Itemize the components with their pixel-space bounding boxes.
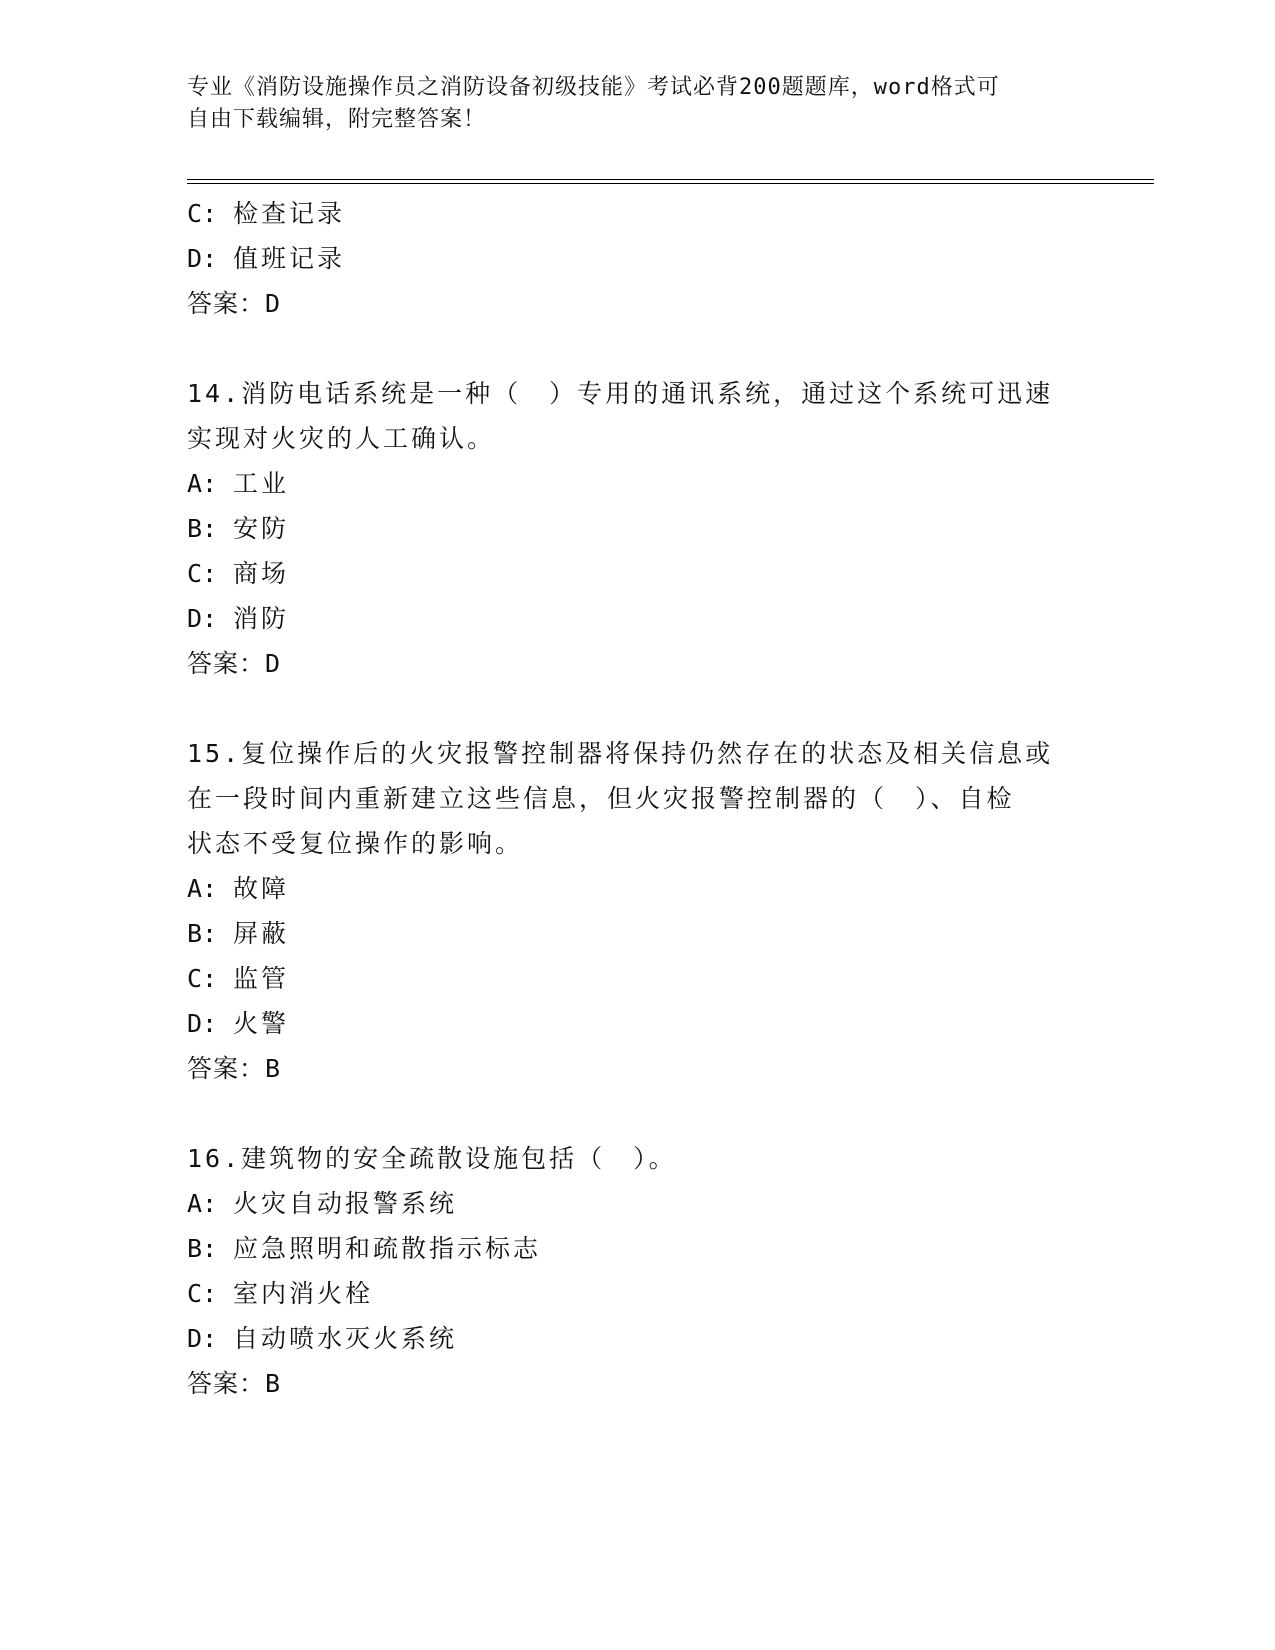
question-14-line-1: 14.消防电话系统是一种（ ）专用的通讯系统，通过这个系统可迅速: [187, 379, 1054, 408]
header-divider-bottom: [187, 183, 1154, 184]
option-row: [187, 869, 289, 905]
answer-line: 答案：D: [187, 649, 282, 678]
option-key: A:: [187, 469, 218, 498]
option-key: C:: [187, 199, 218, 228]
option-key: B:: [187, 919, 218, 948]
option-row: [187, 914, 289, 950]
option-text: 火灾自动报警系统: [233, 1189, 458, 1218]
option-key: C:: [187, 1279, 218, 1308]
option-text: 监管: [233, 964, 290, 993]
option-text: 检查记录: [233, 199, 346, 228]
option-key: A:: [187, 1189, 218, 1218]
option-text: 安防: [233, 514, 290, 543]
header-line-2: 自由下载编辑，附完整答案！: [187, 107, 487, 132]
option-key: A:: [187, 874, 218, 903]
option-text: 室内消火栓: [233, 1279, 374, 1308]
option-row: [187, 1229, 541, 1265]
option-text: 商场: [233, 559, 290, 588]
option-text: 应急照明和疏散指示标志: [233, 1234, 542, 1263]
option-key: C:: [187, 964, 218, 993]
answer-line: 答案：D: [187, 289, 282, 318]
answer-line: 答案：B: [187, 1054, 282, 1083]
option-text: 屏蔽: [233, 919, 290, 948]
option-row: [187, 1184, 457, 1220]
option-text: 故障: [233, 874, 290, 903]
question-15-line-1: 15.复位操作后的火灾报警控制器将保持仍然存在的状态及相关信息或: [187, 739, 1054, 768]
option-row: [187, 599, 289, 635]
question-15-line-3: 状态不受复位操作的影响。: [187, 829, 524, 858]
option-row: [187, 194, 345, 230]
answer-line: 答案：B: [187, 1369, 282, 1398]
option-key: B:: [187, 1234, 218, 1263]
option-key: C:: [187, 559, 218, 588]
option-key: D:: [187, 604, 218, 633]
option-text: 火警: [233, 1009, 290, 1038]
option-row: [187, 239, 345, 275]
option-text: 消防: [233, 604, 290, 633]
header-divider-top: [187, 179, 1154, 180]
question-15-line-2: 在一段时间内重新建立这些信息，但火灾报警控制器的（ ）、自检: [187, 784, 1015, 813]
option-text: 值班记录: [233, 244, 346, 273]
header-line-1: 专业《消防设施操作员之消防设备初级技能》考试必背200题题库，word格式可: [187, 75, 1000, 100]
option-row: [187, 1319, 457, 1355]
question-14-line-2: 实现对火灾的人工确认。: [187, 424, 496, 453]
option-row: [187, 959, 289, 995]
option-row: [187, 509, 289, 545]
option-row: [187, 464, 289, 500]
option-key: B:: [187, 514, 218, 543]
option-key: D:: [187, 1324, 218, 1353]
option-key: D:: [187, 244, 218, 273]
option-row: [187, 1004, 289, 1040]
document-header: [187, 72, 1087, 136]
option-row: [187, 1274, 373, 1310]
option-key: D:: [187, 1009, 218, 1038]
option-row: [187, 554, 289, 590]
option-text: 工业: [233, 469, 290, 498]
question-16-line-1: 16.建筑物的安全疏散设施包括（ ）。: [187, 1144, 677, 1173]
option-text: 自动喷水灭火系统: [233, 1324, 458, 1353]
